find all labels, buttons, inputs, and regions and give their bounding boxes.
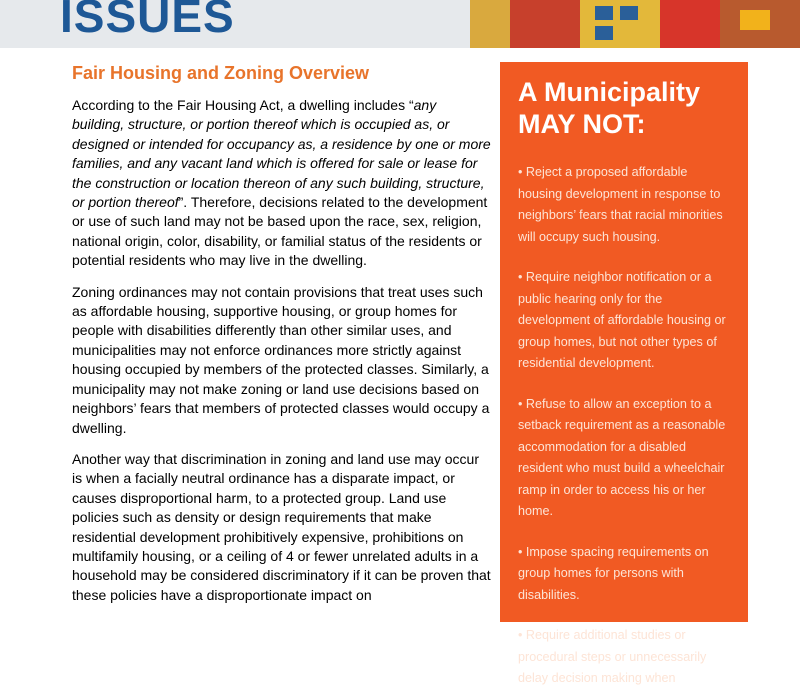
section-title: Fair Housing and Zoning Overview xyxy=(72,63,370,83)
page-header xyxy=(0,0,800,48)
bullet-icon: • xyxy=(518,396,523,411)
bullet-icon: • xyxy=(518,544,523,559)
list-item-text: Refuse to allow an exception to a setback requirement as a reasonable accommodation for a disabled resident who must build a wheelchair ramp in order to access his or her home. xyxy=(518,396,726,518)
art-block xyxy=(740,10,770,30)
list-item-text: Require additional studies or procedural steps or unnecessarily delay decision making when xyxy=(518,628,707,685)
section-heading: ISSUES xyxy=(60,0,235,42)
art-block xyxy=(660,0,720,48)
list-item xyxy=(518,267,732,375)
list-item-text: Impose spacing requirements on group homes for persons with disabilities. xyxy=(518,544,709,602)
list-item xyxy=(518,394,732,523)
art-block xyxy=(595,6,613,20)
paragraph-disparate-impact: Another way that discrimination in zoning and land use may occur is when a facially neutral ordinance has a disparate impact, or causes disproportional harm, to a protected group. Land use policies such as density or design requirements that make residential development prohibitively expensive, prohibitions on multifamily housing, or a ceiling of 4 or fewer unrelated adults in a household may be considered discriminatory if it can be proven that these policies have a disproportionate impact on xyxy=(72,450,491,603)
bullet-icon: • xyxy=(518,270,523,284)
paragraph-zoning: Zoning ordinances may not contain provisions that treat uses such as affordable housing, supportive housing, or group homes for people with disabilities differently than other similar uses, and municipalities may not enforce ordinances more strictly against housing occupied by members of the protected classes. Similarly, a municipality may not make zoning or land use decisions based on neighbors’ fears that members of protected classes would occupy a dwelling. xyxy=(72,283,490,436)
art-block xyxy=(510,0,580,48)
paragraph-definition xyxy=(72,96,492,271)
list-item-text: Reject a proposed affordable housing development in response to neighbors’ fears that racial minorities will occupy such housing. xyxy=(518,165,723,244)
may-not-sidebar xyxy=(500,62,748,685)
bullet-icon: • xyxy=(518,165,523,179)
art-block xyxy=(620,6,638,20)
list-item xyxy=(518,625,732,690)
para1-lead: According to the Fair Housing Act, a dwelling includes “ xyxy=(72,97,414,113)
sidebar-title-line1: A Municipality xyxy=(518,77,701,107)
list-item xyxy=(518,542,732,607)
art-block xyxy=(470,0,510,48)
list-item-text: Require neighbor notification or a public hearing only for the development of affordable housing or group homes, but not other types of residential development. xyxy=(518,270,726,370)
header-illustration xyxy=(470,0,800,48)
may-not-list xyxy=(500,162,748,690)
para1-quote: any building, structure, or portion thereof which is occupied as, or designed or intended for occupancy as, a residence by one or more families, and any vacant land which is offered for sale or lease for the construction or location thereon of any such building, structure, or portion thereof xyxy=(72,97,491,211)
art-block xyxy=(595,26,613,40)
list-item xyxy=(518,162,732,248)
sidebar-title-line2: MAY NOT: xyxy=(518,109,646,139)
bullet-icon: • xyxy=(518,628,523,642)
para1-tail: ”. Therefore, decisions related to the development or use of such land may not be based upon the race, sex, religion, national origin, color, disability, or familial status of the residents or potential residents who may live in the dwelling. xyxy=(72,194,488,269)
sidebar-title xyxy=(500,62,748,140)
main-content xyxy=(72,62,492,617)
